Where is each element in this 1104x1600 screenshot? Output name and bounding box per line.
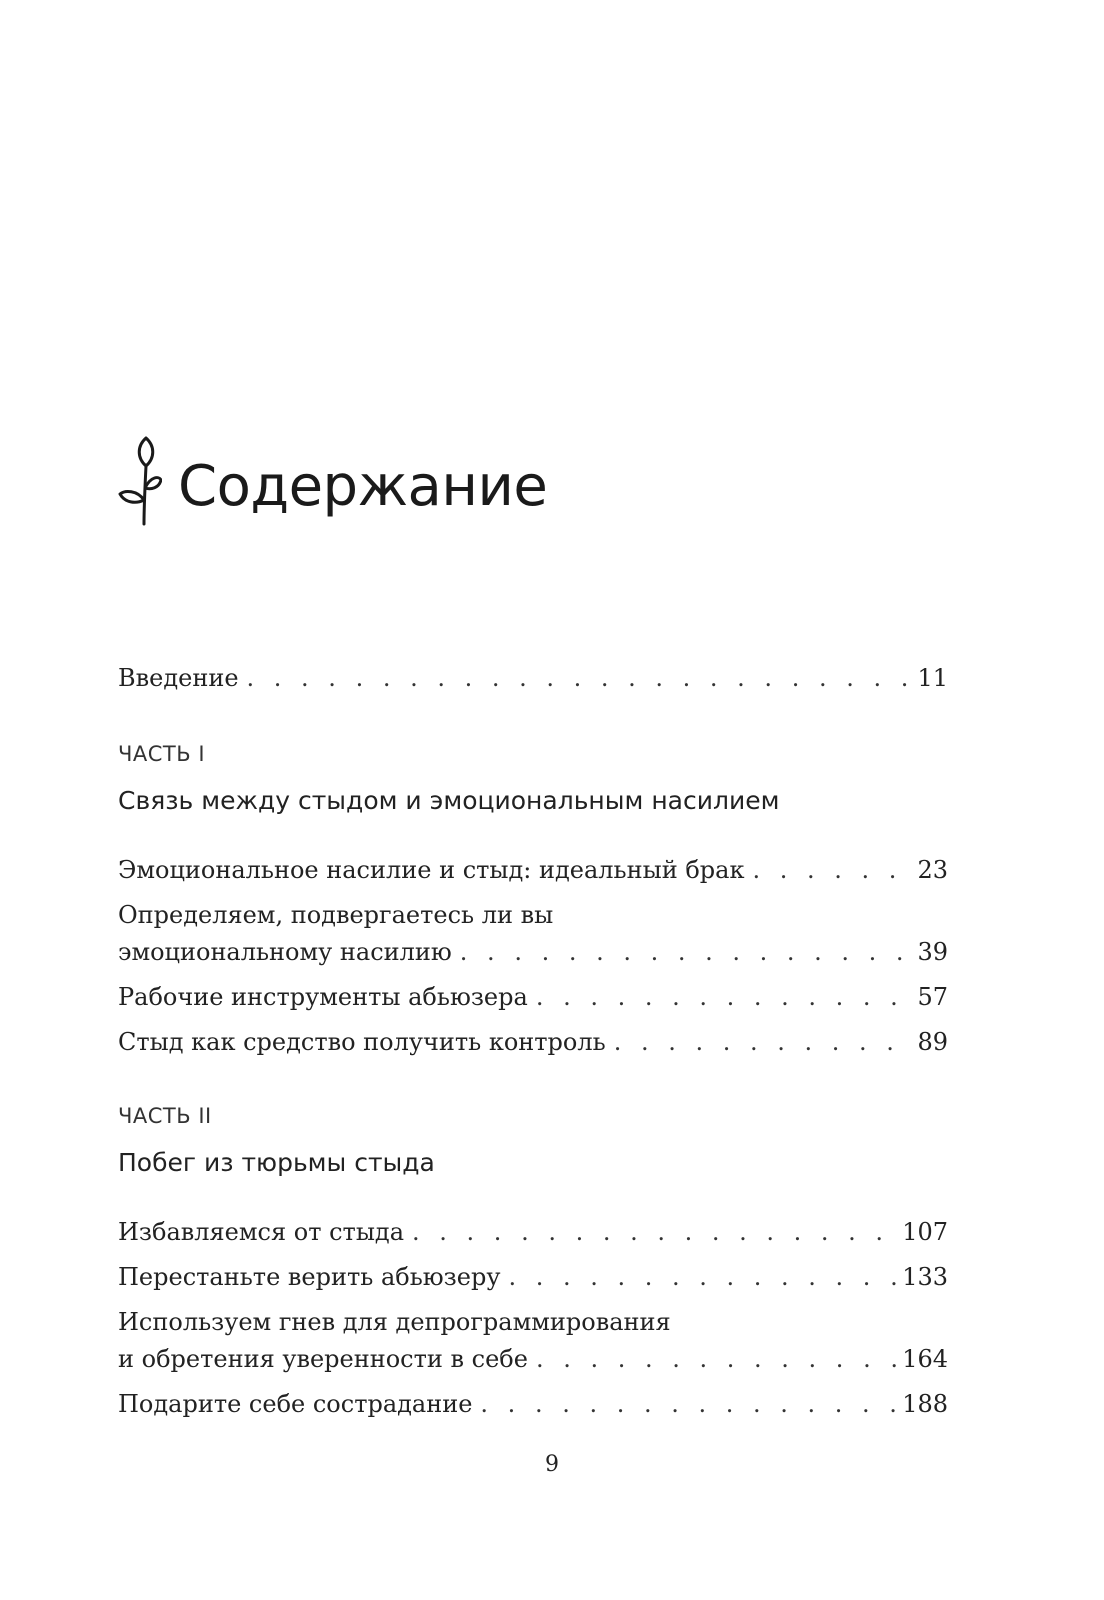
dot-leader bbox=[480, 1386, 898, 1423]
dot-leader bbox=[412, 1214, 898, 1251]
toc-entry-page: 133 bbox=[902, 1263, 948, 1291]
dot-leader bbox=[247, 660, 914, 697]
dot-leader bbox=[614, 1024, 914, 1061]
dot-leader bbox=[536, 979, 914, 1016]
toc-entry[interactable] bbox=[118, 1214, 948, 1251]
dot-leader bbox=[508, 1259, 898, 1296]
toc-entry-page: 164 bbox=[902, 1345, 948, 1373]
toc-entry-title-line1: Определяем, подвергаетесь ли вы bbox=[118, 901, 554, 929]
toc-entry-title-line2: и обретения уверенности в себе bbox=[118, 1345, 528, 1373]
part-label: ЧАСТЬ II bbox=[118, 1104, 212, 1128]
toc-entry-title: Рабочие инструменты абьюзера bbox=[118, 983, 528, 1011]
part-title: Побег из тюрьмы стыда bbox=[118, 1148, 435, 1177]
toc-entry-title: Введение bbox=[118, 664, 239, 692]
toc-entry-page: 39 bbox=[917, 938, 948, 966]
part-title: Связь между стыдом и эмоциональным насилием bbox=[118, 786, 780, 815]
toc-entry-title: Избавляемся от стыда bbox=[118, 1218, 405, 1246]
toc-entry[interactable] bbox=[118, 852, 948, 889]
contents-heading bbox=[118, 436, 547, 526]
toc-part-2-chapters bbox=[118, 1214, 948, 1423]
toc-intro bbox=[118, 660, 948, 697]
page-number: 9 bbox=[545, 1452, 559, 1477]
toc-entry-page: 57 bbox=[917, 983, 948, 1011]
toc-part-1-title-wrap bbox=[118, 786, 948, 815]
toc-entry[interactable] bbox=[118, 1259, 948, 1296]
dot-leader bbox=[536, 1341, 898, 1378]
toc-entry[interactable] bbox=[118, 660, 948, 697]
toc-entry-title: Стыд как средство получить контроль bbox=[118, 1028, 606, 1056]
toc-entry-page: 89 bbox=[917, 1028, 948, 1056]
leaf-sprout-icon bbox=[118, 436, 162, 526]
dot-leader bbox=[460, 934, 914, 971]
toc-entry[interactable] bbox=[118, 1304, 948, 1378]
toc-part-1-chapters bbox=[118, 852, 948, 1061]
toc-entry[interactable] bbox=[118, 1024, 948, 1061]
toc-entry[interactable] bbox=[118, 1386, 948, 1423]
toc-entry[interactable] bbox=[118, 979, 948, 1016]
toc-entry-page: 107 bbox=[902, 1218, 948, 1246]
dot-leader bbox=[752, 852, 913, 889]
toc-entry-page: 188 bbox=[902, 1390, 948, 1418]
toc-entry-title-line1: Используем гнев для депрограммирования bbox=[118, 1308, 671, 1336]
toc-entry-page: 23 bbox=[917, 856, 948, 884]
toc-part-2-title-wrap bbox=[118, 1148, 948, 1177]
toc-part-1 bbox=[118, 742, 948, 766]
toc-entry-title: Эмоциональное насилие и стыд: идеальный брак bbox=[118, 856, 745, 884]
page-title: Содержание bbox=[178, 453, 548, 519]
toc-entry-title: Подарите себе сострадание bbox=[118, 1390, 473, 1418]
toc-entry-title-line2: эмоциональному насилию bbox=[118, 938, 452, 966]
toc-entry[interactable] bbox=[118, 897, 948, 971]
toc-entry-page: 11 bbox=[917, 664, 948, 692]
toc-entry-title: Перестаньте верить абьюзеру bbox=[118, 1263, 501, 1291]
part-label: ЧАСТЬ I bbox=[118, 742, 206, 766]
toc-part-2 bbox=[118, 1104, 948, 1128]
